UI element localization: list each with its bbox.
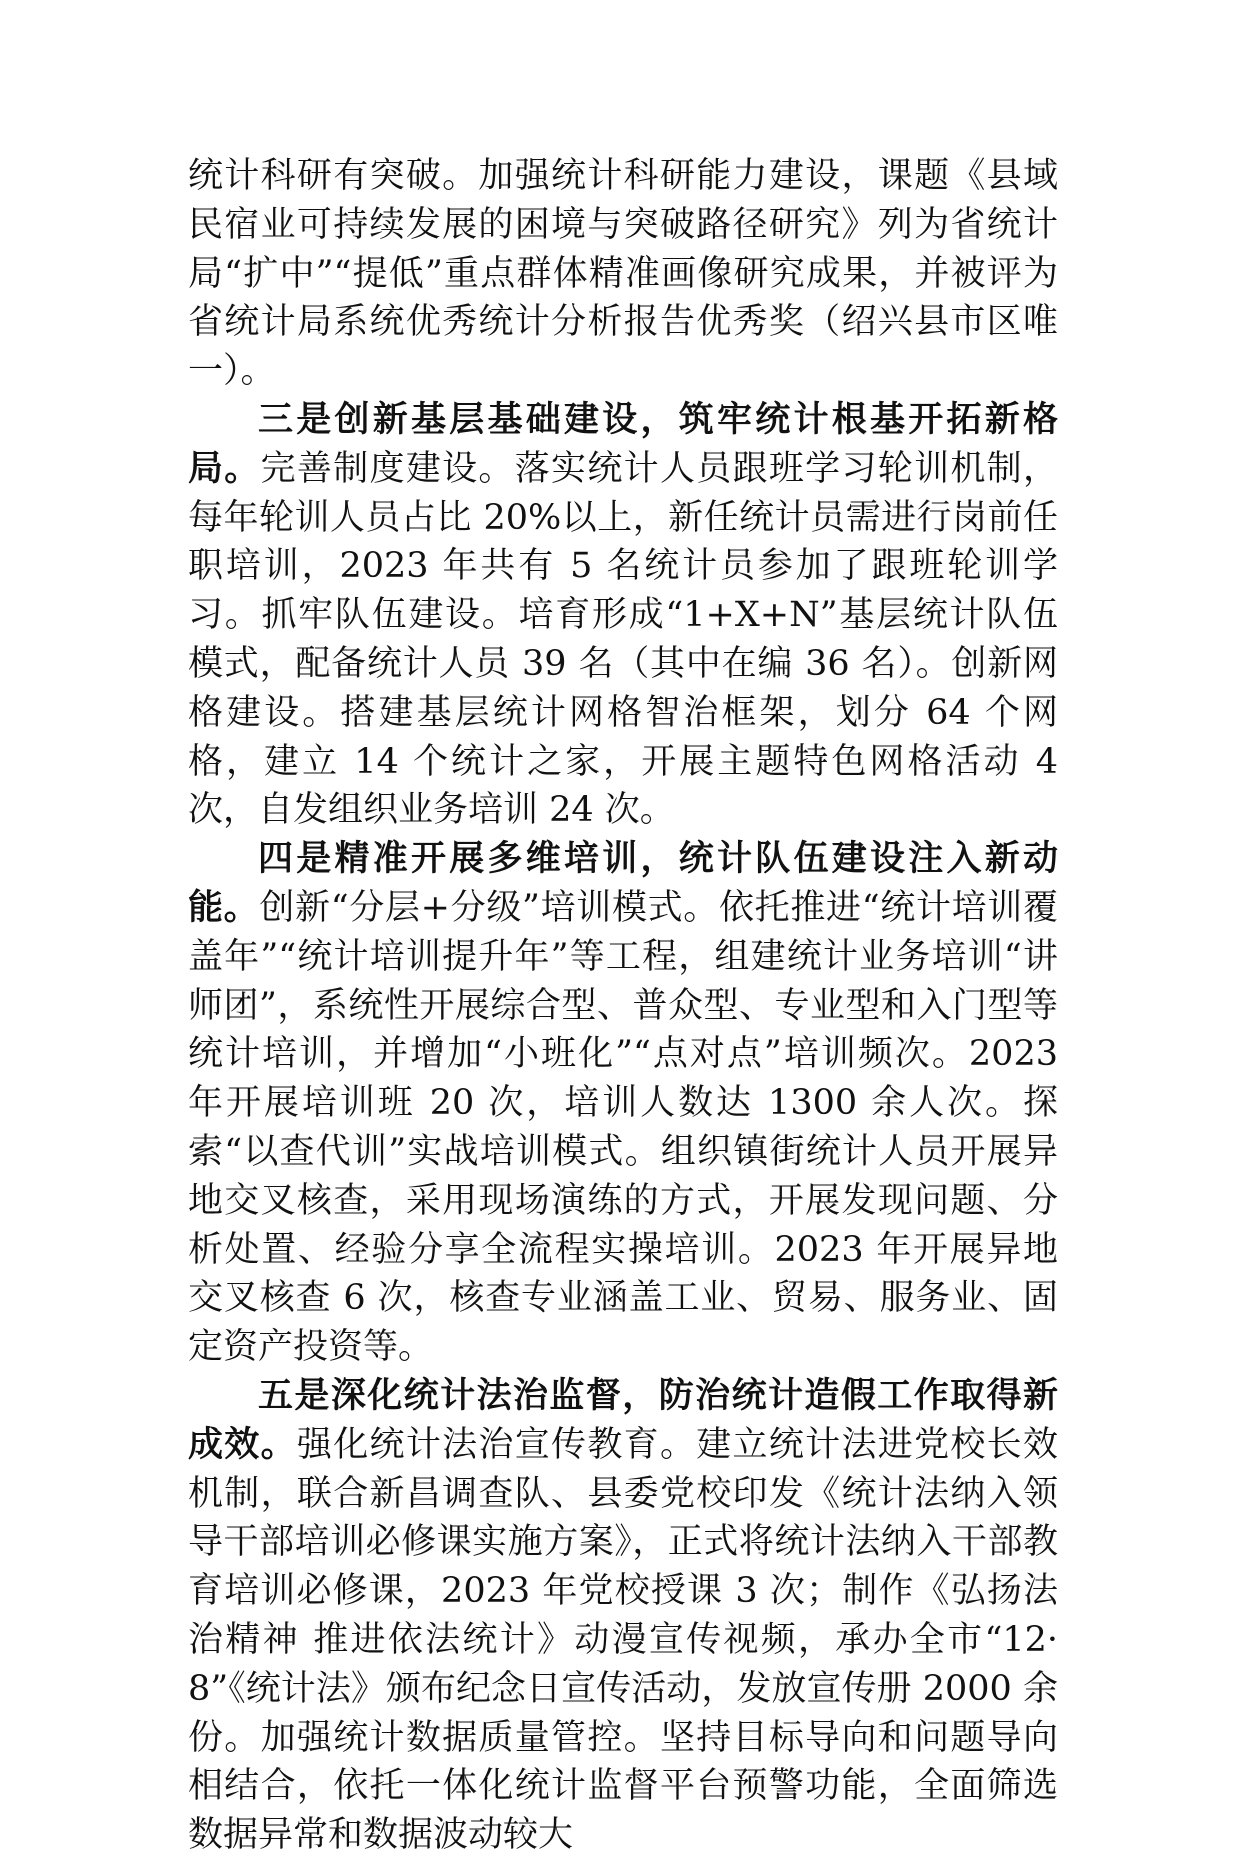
section-heading-4: 四是精准开展多维培训，统计队伍建设注入新动能。: [188, 839, 1058, 928]
section-heading-5: 五是深化统计法治监督，防治统计造假工作取得新成效。: [188, 1375, 1058, 1465]
paragraph-research: [188, 152, 1058, 396]
paragraph-text: 统计科研有突破。加强统计科研能力建设，课题《县域民宿业可持续发展的困境与突破路径研究》列为省统计局“扩中”“提低”重点群体精准画像研究成果，并被评为省统计局系统优秀统计分析报告优秀奖（绍兴县市区唯一）。: [188, 156, 1058, 392]
paragraph-text: 强化统计法治宣传教育。建立统计法进党校长效机制，联合新昌调查队、县委党校印发《统计法纳入领导干部培训必修课实施方案》，正式将统计法纳入干部教育培训必修课，2023 年党校授课 3 次；制作《弘扬法治精神 推进依法统计》动漫宣传视频，承办全市“12·8”《统计法》颁布纪念日宣传活动，发放宣传册 2000 余份。加强统计数据质量管控。坚持目标导向和问题导向相结合，依托一体化统计监督平台预警功能，全面筛选数据异常和数据波动较大: [188, 1424, 1058, 1856]
document-body: [188, 152, 1058, 1860]
paragraph-training: [188, 835, 1058, 1372]
section-heading-3: 三是创新基层基础建设，筑牢统计根基开拓新格局。: [188, 399, 1058, 489]
paragraph-text: 创新“分层+分级”培训模式。依托推进“统计培训覆盖年”“统计培训提升年”等工程，组建统计业务培训“讲师团”，系统性开展综合型、普众型、专业型和入门型等统计培训，并增加“小班化”“点对点”培训频次。2023 年开展培训班 20 次，培训人数达 1300 余人次。探索“以查代训”实战培训模式。组织镇街统计人员开展异地交叉核查，采用现场演练的方式，开展发现问题、分析处置、经验分享全流程实操培训。2023 年开展异地交叉核查 6 次，核查专业涵盖工业、贸易、服务业、固定资产投资等。: [188, 887, 1058, 1368]
paragraph-grassroots: [188, 396, 1058, 835]
paragraph-text: 完善制度建设。落实统计人员跟班学习轮训机制，每年轮训人员占比 20%以上，新任统计员需进行岗前任职培训，2023 年共有 5 名统计员参加了跟班轮训学习。抓牢队伍建设。培育形成“1+X+N”基层统计队伍模式，配备统计人员 39 名（其中在编 36 名）。创新网格建设。搭建基层统计网格智治框架，划分 64 个网格，建立 14 个统计之家，开展主题特色网格活动 4 次，自发组织业务培训 24 次。: [188, 448, 1058, 831]
paragraph-law-supervision: [188, 1372, 1058, 1860]
